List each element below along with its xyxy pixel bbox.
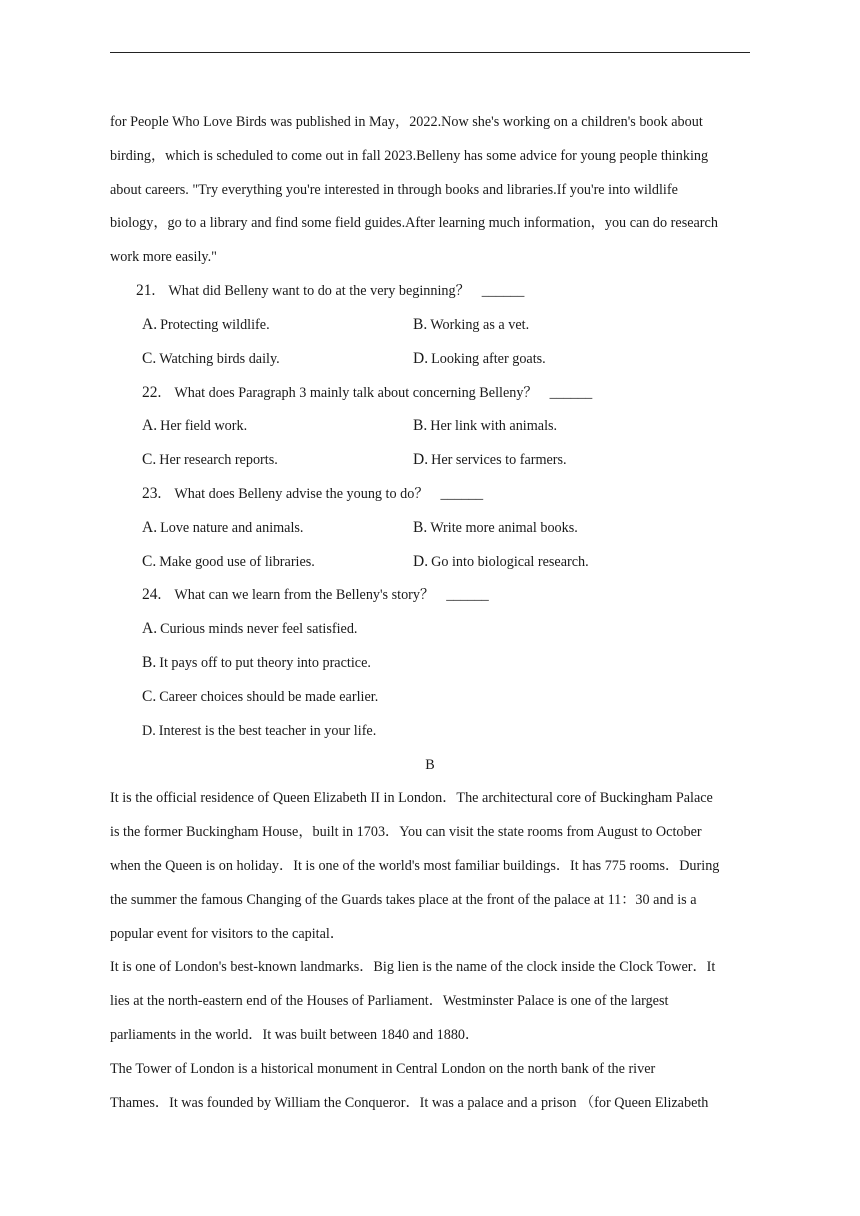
option-b[interactable]: B. Her link with animals. [413,417,558,434]
question-23 [142,485,483,503]
answer-blank[interactable]: ______ [446,587,489,603]
answer-blank[interactable]: ______ [440,486,484,502]
option-a[interactable]: A. Curious minds never feel satisfied. [142,620,358,637]
option-a[interactable]: A. Love nature and animals. [142,519,304,536]
header-rule [110,52,750,53]
passage-line: The Tower of London is a historical monument in Central London on the north bank of the river [110,1061,656,1077]
passage-line: when the Queen is on holiday．It is one of the world's most familiar buildings．It has 775 rooms．During [110,858,720,874]
question-21 [136,282,524,300]
passage-line: for People Who Love Birds was published in May，2022.Now she's working on a children's book about [110,114,703,130]
passage-line: biology，go to a library and find some field guides.After learning much information，you can do research [110,215,718,231]
passage-line: about careers. "Try everything you're interested in through books and libraries.If you're into wildlife [110,182,678,198]
section-heading: B [425,757,435,773]
option-d[interactable]: D. Go into biological research. [413,553,589,570]
question-number: 21. [136,282,156,299]
answer-blank[interactable]: ______ [481,283,525,299]
option-c[interactable]: C. Watching birds daily. [142,350,280,367]
passage-line: lies at the north-eastern end of the Houses of Parliament．Westminster Palace is one of the largest [110,993,669,1009]
option-b[interactable]: B. Working as a vet. [413,316,530,333]
passage-line: It is one of London's best-known landmarks．Big lien is the name of the clock inside the Clock Tower．It [110,959,716,975]
question-22 [142,384,592,402]
passage-line: the summer the famous Changing of the Guards takes place at the front of the palace at 11：30 and is a [110,892,697,908]
question-text: What does Belleny advise the young to do？ [174,486,429,502]
passage-line: is the former Buckingham House，built in 1703．You can visit the state rooms from August to October [110,824,702,840]
question-number: 24. [142,586,162,603]
option-c[interactable]: C. Career choices should be made earlier. [142,688,379,705]
option-b[interactable]: B. Write more animal books. [413,519,578,536]
passage-line: birding，which is scheduled to come out in fall 2023.Belleny has some advice for young people thinking [110,148,709,164]
option-a[interactable]: A. Her field work. [142,417,248,434]
question-text: What can we learn from the Belleny's story？ [174,587,435,603]
option-d[interactable]: D. Her services to farmers. [413,451,567,468]
passage-line: work more easily." [110,249,217,265]
passage-line: Thames．It was founded by William the Conqueror．It was a palace and a prison （for Queen Elizabeth [110,1095,709,1111]
question-number: 23. [142,485,162,502]
passage-line: It is the official residence of Queen Elizabeth II in London．The architectural core of Buckingham Palace [110,790,713,806]
option-b[interactable]: B. It pays off to put theory into practice. [142,654,371,671]
passage-line: parliaments in the world．It was built between 1840 and 1880． [110,1027,480,1043]
option-a[interactable]: A. Protecting wildlife. [142,316,270,333]
question-24 [142,586,489,604]
option-c[interactable]: C. Her research reports. [142,451,278,468]
answer-blank[interactable]: ______ [549,385,593,401]
question-number: 22. [142,384,162,401]
question-text: What does Paragraph 3 mainly talk about concerning Belleny？ [174,385,538,401]
option-d[interactable]: D. Looking after goats. [413,350,546,367]
question-text: What did Belleny want to do at the very beginning？ [168,283,470,299]
option-d[interactable]: D. Interest is the best teacher in your life. [142,723,377,739]
option-c[interactable]: C. Make good use of libraries. [142,553,315,570]
passage-line: popular event for visitors to the capital． [110,926,345,942]
